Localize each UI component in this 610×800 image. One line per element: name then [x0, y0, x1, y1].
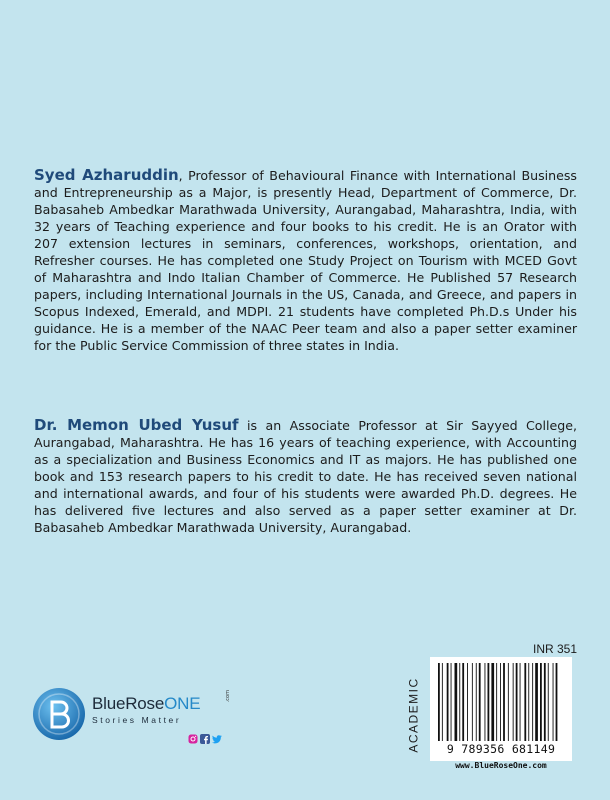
social-icons [188, 729, 222, 748]
author-name-2: Dr. Memon Ubed Yusuf [34, 416, 239, 434]
author-name-1: Syed Azharuddin [34, 166, 179, 184]
barcode-bars [430, 657, 572, 743]
price-label: INR 351 [533, 642, 578, 656]
bluerose-logo-icon [32, 687, 86, 741]
author-bio-1-text: , Professor of Behavioural Finance with International Business and Entrepreneurship as a Major, is presently Head, Department of Commerce, Dr. Babasaheb Ambedkar Marathwada University, Aurangabad, Maharashtra, India, with 32 years of Teaching experience and four books to his credit. He is an Orator with 207 extension lectures in seminars, conferences, workshops, orientation, and Refresher courses. He has completed one Study Project on Tourism with MCED Govt of Maharashtra and Indo Italian Chamber of Commerce. He Published 57 Research papers, including International Journals in the US, Canada, and Greece, and papers in Scopus Indexed, Emerald, and MDPI. 21 students have completed Ph.D.s Under his guidance. He is a member of the NAAC Peer team and also a paper setter examiner for the Public Service Commission of three states in India. [34, 168, 577, 353]
instagram-icon [188, 729, 198, 748]
isbn-number: 9 789356 681149 [446, 742, 556, 756]
category-label [404, 665, 424, 765]
twitter-icon [212, 729, 222, 748]
category-text: ACADEMIC [407, 677, 421, 753]
publisher-dot-com: .com [225, 690, 231, 703]
publisher-website: www.BlueRoseOne.com [455, 761, 547, 770]
publisher-name-part2: ONE [164, 694, 201, 713]
publisher-logo [32, 687, 272, 747]
publisher-tagline: Stories Matter [92, 715, 182, 725]
isbn-barcode [430, 657, 572, 761]
facebook-icon [200, 729, 210, 748]
author-bio-2 [34, 417, 577, 536]
publisher-name [92, 694, 200, 714]
author-bio-1 [34, 167, 577, 354]
author-bio-2-text: is an Associate Professor at Sir Sayyed College, Aurangabad, Maharashtra. He has 16 years of teaching experience, with Accounting as a specialization and Business Economics and IT as majors. He has published one book and 153 research papers to his credit to date. He has received seven national and international awards, and four of his students were awarded Ph.D. degrees. He has delivered five lectures and also served as a paper setter examiner at Dr. Babasaheb Ambedkar Marathwada University, Aurangabad. [34, 418, 577, 535]
publisher-name-part1: BlueRose [92, 694, 165, 713]
